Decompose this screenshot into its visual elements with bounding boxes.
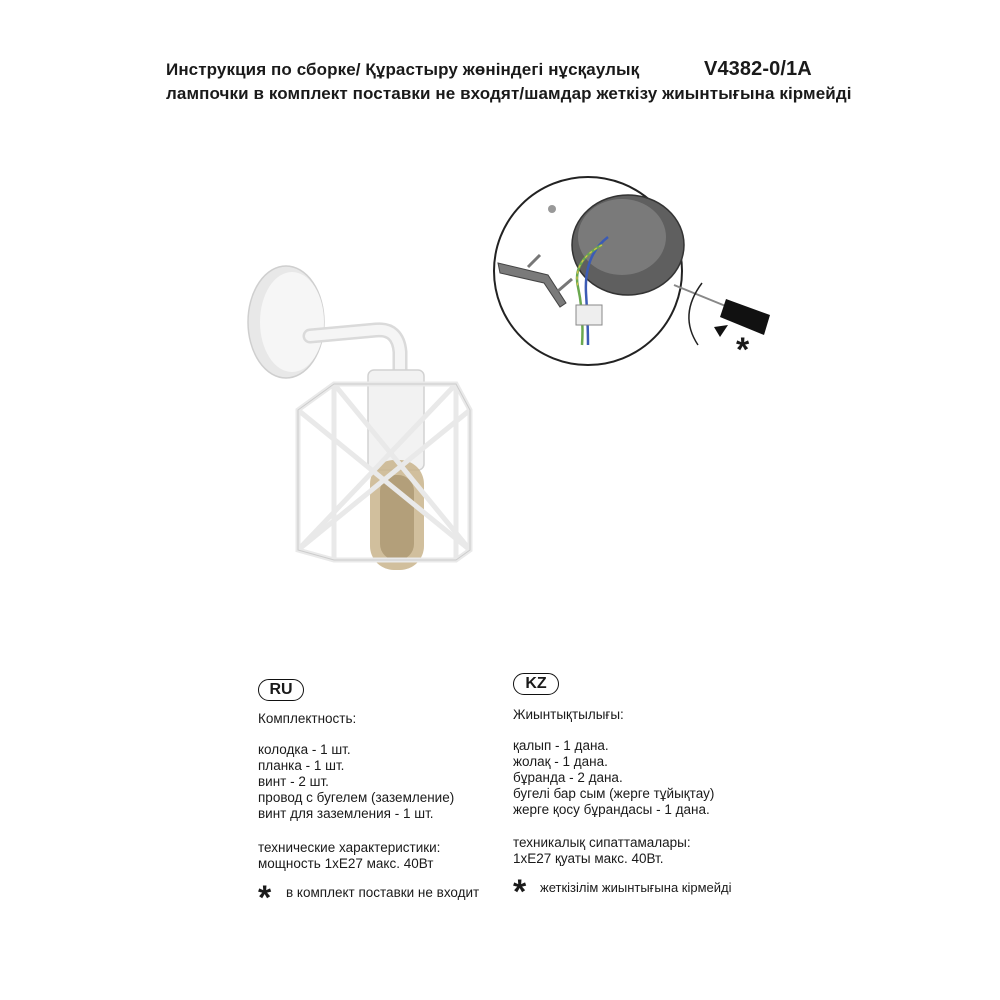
kz-heading: Жиынтықтылығы:	[513, 707, 624, 722]
ru-item: винт для заземления - 1 шт.	[258, 806, 434, 821]
kz-item: қалып - 1 дана.	[513, 738, 609, 753]
ru-tech	[258, 840, 440, 872]
document-subtitle: лампочки в комплект поставки не входят/шамдар жеткізу жиынтығына кірмейді	[166, 84, 852, 103]
kz-badge: KZ	[513, 673, 559, 695]
document-title: Инструкция по сборке/ Құрастыру жөніндегі нұсқаулық	[166, 60, 640, 79]
diagram-asterisk: *	[736, 331, 750, 369]
model-code: V4382-0/1A	[704, 58, 812, 80]
kz-tech	[513, 835, 691, 867]
ru-note: в комплект поставки не входит	[286, 885, 480, 900]
kz-item: бұранда - 2 дана.	[513, 770, 623, 785]
kz-items-list	[513, 738, 714, 818]
ru-asterisk: *	[258, 879, 272, 917]
ru-badge: RU	[258, 679, 304, 701]
kz-tech-value: 1хЕ27 қуаты макс. 40Вт.	[513, 851, 664, 866]
kz-tech-heading: техникалық сипаттамалары:	[513, 835, 691, 850]
assembly-diagram	[488, 175, 778, 375]
ru-items-list	[258, 742, 454, 822]
ru-tech-heading: технические характеристики:	[258, 840, 441, 855]
kz-note: жеткізілім жиынтығына кірмейді	[540, 880, 732, 895]
ru-item: провод с бугелем (заземление)	[258, 790, 455, 805]
kz-asterisk: *	[513, 873, 527, 911]
wall-lamp-illustration	[240, 260, 480, 590]
ru-heading: Комплектность:	[258, 711, 357, 726]
ru-item: винт - 2 шт.	[258, 774, 329, 789]
ru-item: планка - 1 шт.	[258, 758, 345, 773]
kz-item: жолақ - 1 дана.	[513, 754, 608, 769]
kz-item: жерге қосу бұрандасы - 1 дана.	[513, 802, 710, 817]
ru-item: колодка - 1 шт.	[258, 742, 351, 757]
kz-item: бугелі бар сым (жерге тұйықтау)	[513, 786, 715, 801]
ru-tech-value: мощность 1хЕ27 макс. 40Вт	[258, 856, 434, 871]
